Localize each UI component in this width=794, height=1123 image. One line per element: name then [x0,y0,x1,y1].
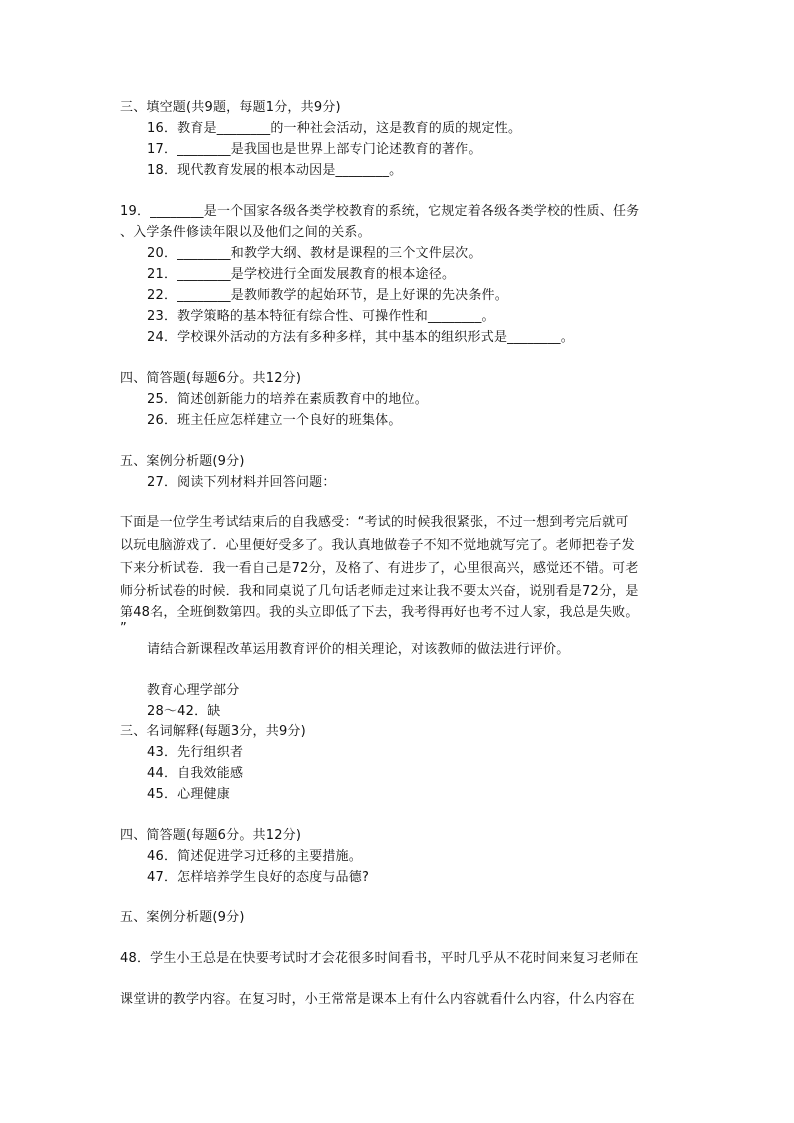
question-20: 20．________和教学大纲、教材是课程的三个文件层次。 [147,246,482,261]
question-18: 18．现代教育发展的根本动因是________。 [147,163,403,178]
question-47: 47．怎样培养学生良好的态度与品德? [147,870,370,885]
question-43: 43．先行组织者 [147,745,244,760]
question-23: 23．教学策略的基本特征有综合性、可操作性和________。 [147,309,495,324]
question-44: 44．自我效能感 [147,766,244,781]
term-explanation-header: 三、名词解释(每题3分，共9分) [120,724,306,739]
case-paragraph-line-2: 以玩电脑游戏了．心里便好受多了。我认真地做卷子不知不觉地就写完了。老师把卷子发 [120,538,635,553]
case-paragraph-closing-quote: ” [120,621,127,636]
question-16: 16．教育是________的一种社会活动，这是教育的质的规定性。 [147,121,522,136]
question-48-line-2: 课堂讲的教学内容。在复习时，小王常常是课本上有什么内容就看什么内容，什么内容在 [120,992,635,1007]
question-48-line-1: 48．学生小王总是在快要考试时才会花很多时间看书，平时几乎从不花时间来复习老师在 [120,951,639,966]
question-45: 45．心理健康 [147,787,230,802]
questions-28-42-missing: 28～42．缺 [147,704,221,719]
case-question: 请结合新课程改革运用教育评价的相关理论，对该教师的做法进行评价。 [147,642,570,657]
psychology-section-title: 教育心理学部分 [147,683,240,698]
case-analysis-header: 五、案例分析题(9分) [120,454,245,469]
question-19-line-1: 19．________是一个国家各级各类学校教育的系统，它规定着各级各类学校的性质、任务 [120,204,640,219]
question-25: 25．简述创新能力的培养在素质教育中的地位。 [147,392,428,407]
case-paragraph-line-5: 第48名，全班倒数第四。我的头立即低了下去，我考得再好也考不过人家，我总是失败。 [120,605,639,620]
question-17: 17．________是我国也是世界上部专门论述教育的著作。 [147,142,482,157]
case-analysis-header-2: 五、案例分析题(9分) [120,910,245,925]
case-paragraph-line-4: 师分析试卷的时候．我和同桌说了几句话老师走过来让我不要太兴奋，说别看是72分，是 [120,584,639,599]
question-27: 27．阅读下列材料并回答问题： [147,475,336,490]
fill-blank-header: 三、填空题(共9题，每题1分，共9分) [120,100,341,115]
case-paragraph-line-3: 下来分析试卷．我一看自己是72分，及格了、有进步了，心里很高兴，感觉还不错。可老 [120,561,639,576]
short-answer-header-2: 四、简答题(每题6分。共12分) [120,828,302,843]
question-19-line-2: 、入学条件修读年限以及他们之间的关系。 [120,225,371,240]
question-46: 46．简述促进学习迁移的主要措施。 [147,849,362,864]
question-24: 24．学校课外活动的方法有多种多样，其中基本的组织形式是________。 [147,330,574,345]
question-26: 26．班主任应怎样建立一个良好的班集体。 [147,413,402,428]
short-answer-header: 四、简答题(每题6分。共12分) [120,371,302,386]
case-paragraph-line-1: 下面是一位学生考试结束后的自我感受：“考试的时候我很紧张，不过一想到考完后就可 [120,515,629,530]
question-22: 22．________是教师教学的起始环节，是上好课的先决条件。 [147,288,508,303]
question-21: 21．________是学校进行全面发展教育的根本途径。 [147,267,456,282]
